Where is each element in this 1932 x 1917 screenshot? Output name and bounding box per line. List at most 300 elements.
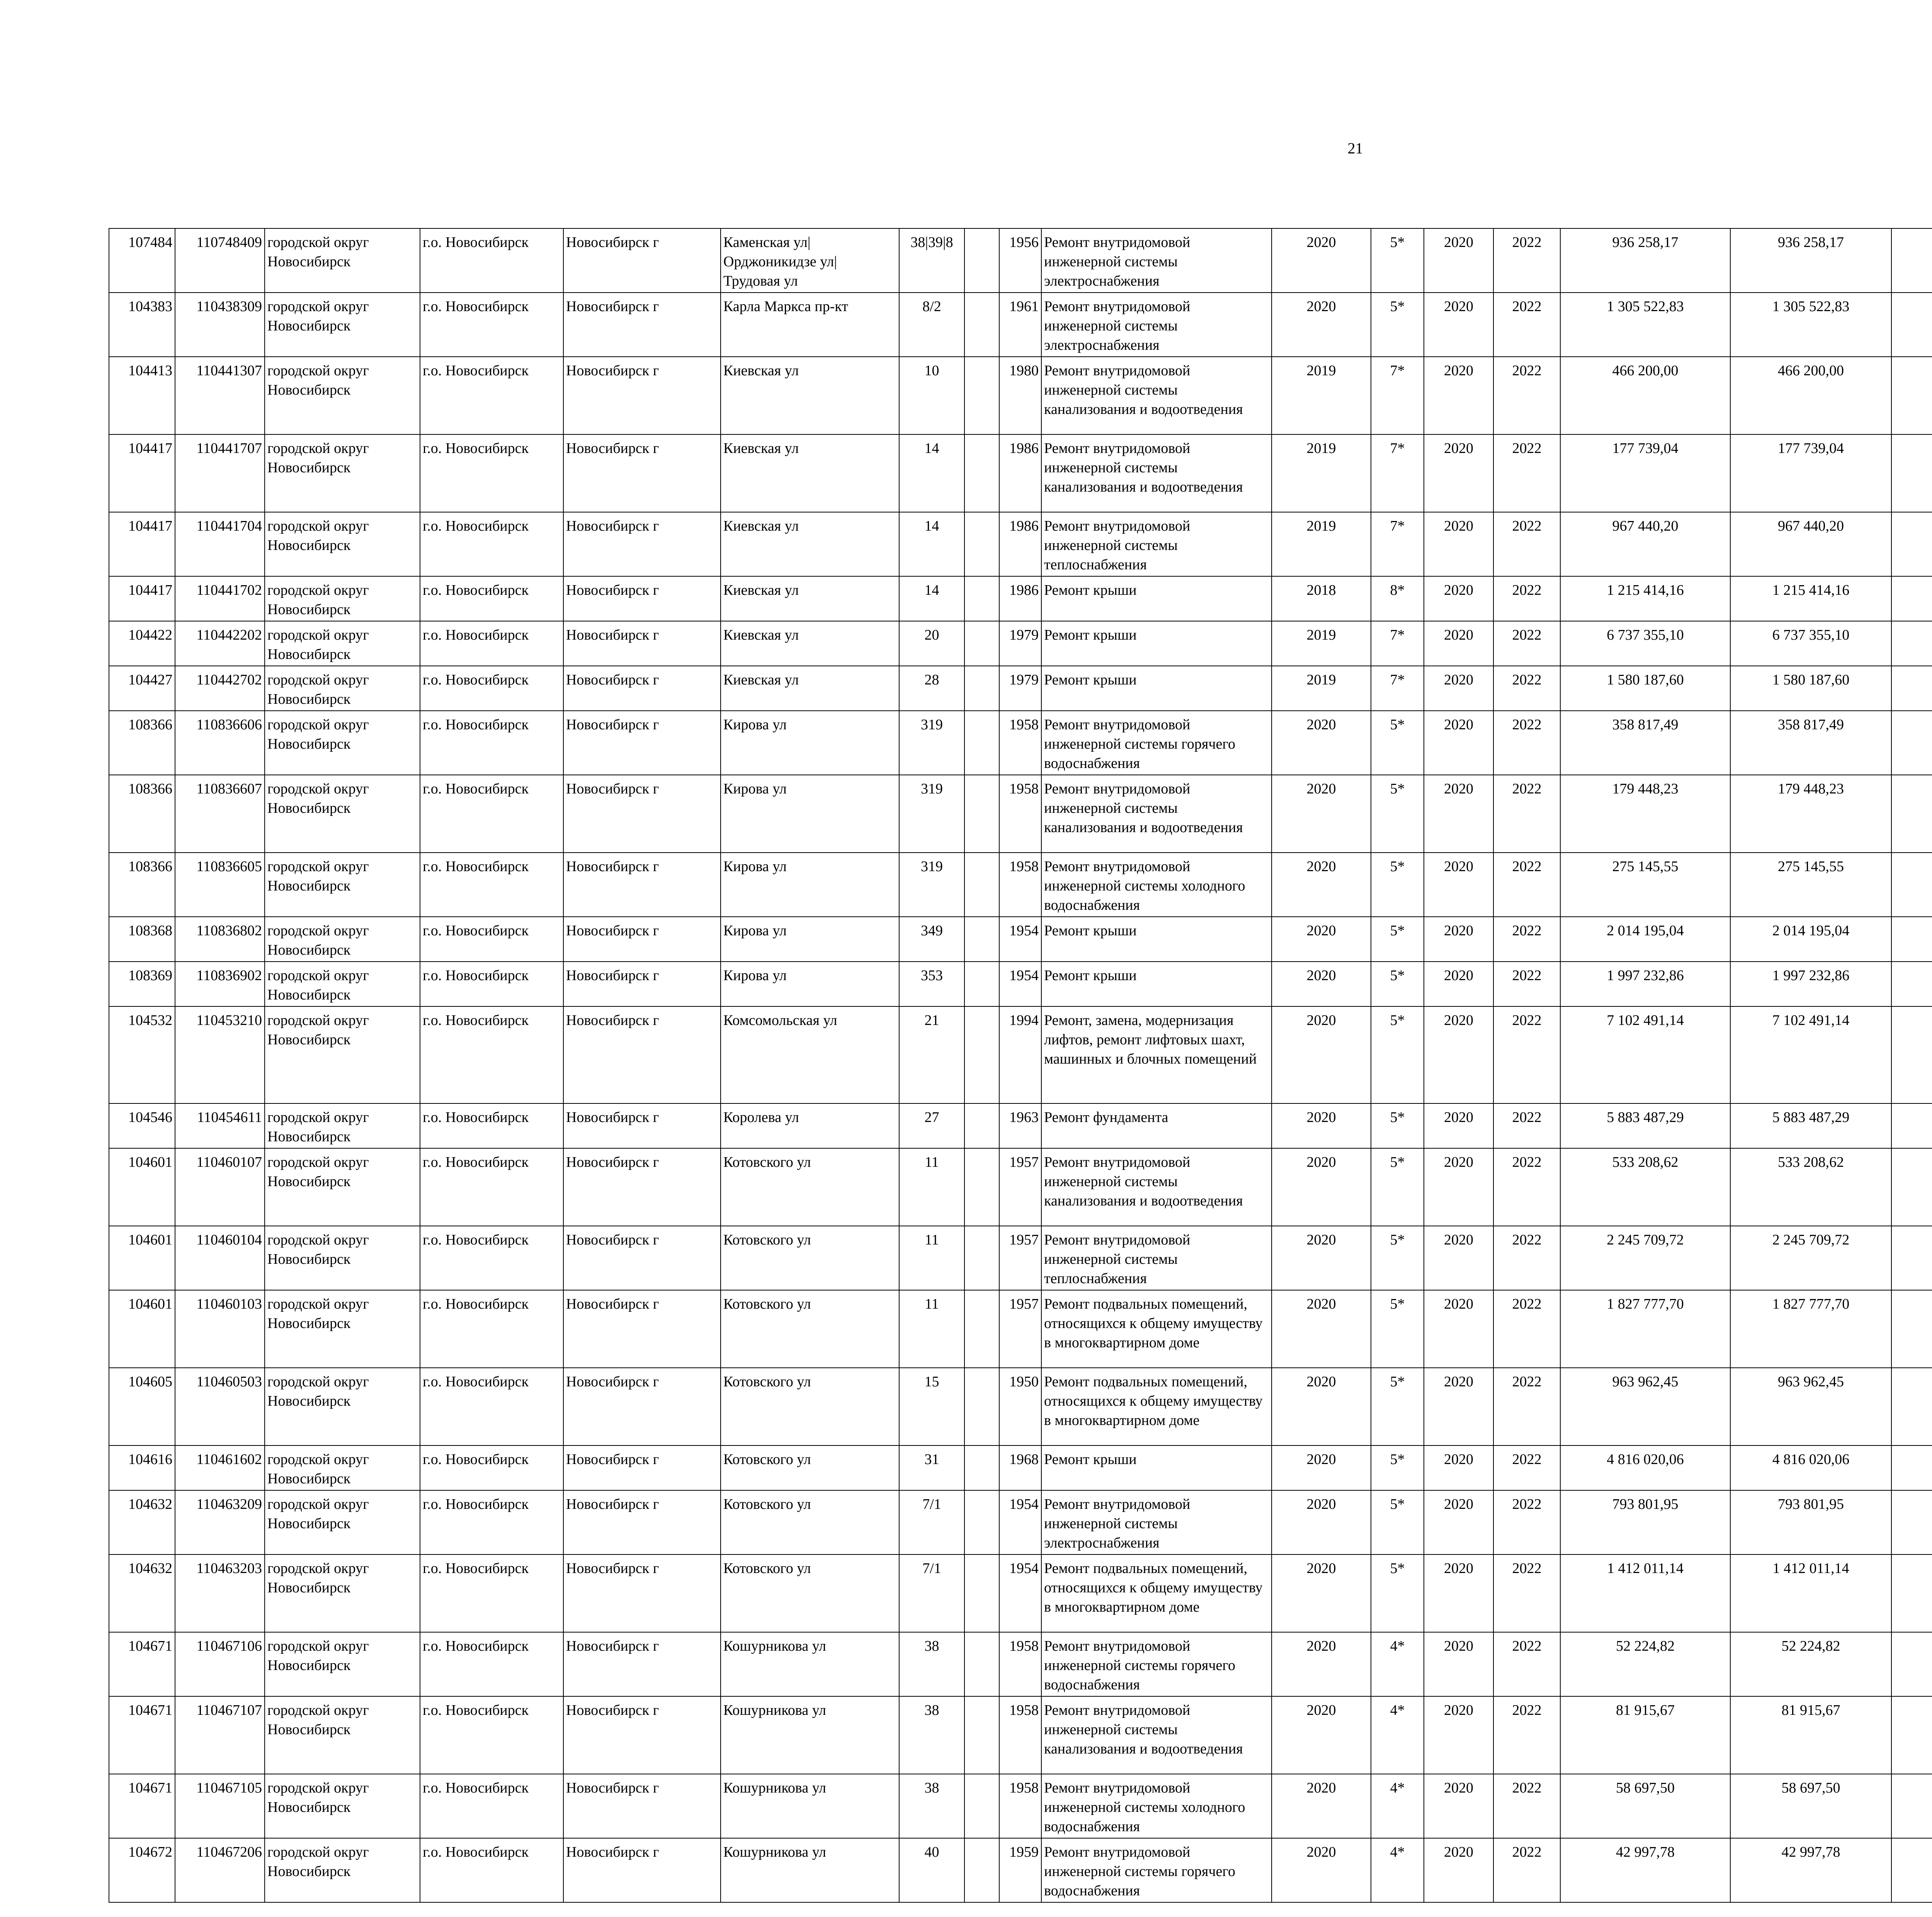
work-id-cell: 110453210 xyxy=(175,1006,265,1103)
year-cell: 2020 xyxy=(1272,962,1371,1006)
start-year-cell: 2020 xyxy=(1424,1838,1493,1902)
total-cost-cell: 1 827 777,70 xyxy=(1560,1290,1730,1368)
district-cell: г.о. Новосибирск xyxy=(420,434,563,512)
work-type-cell: Ремонт крыши xyxy=(1041,917,1272,962)
street-cell: Котовского ул xyxy=(721,1445,899,1490)
work-id-cell: 110460503 xyxy=(175,1368,265,1445)
start-year-cell: 2020 xyxy=(1424,1632,1493,1696)
building-cell xyxy=(964,1290,999,1368)
table-row xyxy=(109,228,1932,293)
municipality-cell: городской округ Новосибирск xyxy=(265,1445,420,1490)
end-year-cell: 2022 xyxy=(1493,621,1560,666)
year-cell: 2020 xyxy=(1272,917,1371,962)
start-year-cell: 2020 xyxy=(1424,917,1493,962)
district-cell: г.о. Новосибирск xyxy=(420,576,563,621)
house-number-cell: 319 xyxy=(899,853,964,917)
table-row xyxy=(109,1006,1932,1103)
work-type-cell: Ремонт крыши xyxy=(1041,621,1272,666)
municipality-cell: городской округ Новосибирск xyxy=(265,1148,420,1226)
settlement-cell: Новосибирск г xyxy=(563,1290,721,1368)
house-id-cell: 104427 xyxy=(109,666,175,711)
build-year-cell: 1950 xyxy=(999,1368,1041,1445)
street-cell: Каменская ул| Орджоникидзе ул| Трудовая ул xyxy=(721,228,899,293)
category-cell: 4* xyxy=(1371,1696,1424,1774)
municipality-cell: городской округ Новосибирск xyxy=(265,228,420,293)
category-cell: 5* xyxy=(1371,1148,1424,1226)
table-row xyxy=(109,711,1932,775)
house-id-cell: 108366 xyxy=(109,711,175,775)
start-year-cell: 2020 xyxy=(1424,962,1493,1006)
end-year-cell: 2022 xyxy=(1493,775,1560,853)
repair-register-table xyxy=(109,228,1932,1903)
total-cost-cell: 7 102 491,14 xyxy=(1560,1006,1730,1103)
house-number-cell: 10 xyxy=(899,357,964,434)
build-year-cell: 1961 xyxy=(999,293,1041,357)
year-cell: 2020 xyxy=(1272,1368,1371,1445)
work-id-cell: 110836902 xyxy=(175,962,265,1006)
house-id-cell: 104671 xyxy=(109,1774,175,1838)
total-cost-cell: 963 962,45 xyxy=(1560,1368,1730,1445)
street-cell: Кирова ул xyxy=(721,853,899,917)
work-id-cell: 110442702 xyxy=(175,666,265,711)
table-row xyxy=(109,1632,1932,1696)
total-cost-cell: 2 014 195,04 xyxy=(1560,917,1730,962)
start-year-cell: 2020 xyxy=(1424,853,1493,917)
end-year-cell: 2022 xyxy=(1493,293,1560,357)
category-cell: 5* xyxy=(1371,1103,1424,1148)
end-year-cell: 2022 xyxy=(1493,917,1560,962)
year-cell: 2020 xyxy=(1272,1696,1371,1774)
house-number-cell: 11 xyxy=(899,1290,964,1368)
street-cell: Котовского ул xyxy=(721,1226,899,1290)
district-cell: г.о. Новосибирск xyxy=(420,1368,563,1445)
total-cost-cell: 358 817,49 xyxy=(1560,711,1730,775)
district-cell: г.о. Новосибирск xyxy=(420,1103,563,1148)
house-id-cell: 104422 xyxy=(109,621,175,666)
municipality-cell: городской округ Новосибирск xyxy=(265,1490,420,1554)
table-row xyxy=(109,1148,1932,1226)
amount-cell xyxy=(1891,666,1932,711)
end-year-cell: 2022 xyxy=(1493,1445,1560,1490)
settlement-cell: Новосибирск г xyxy=(563,1148,721,1226)
build-year-cell: 1957 xyxy=(999,1226,1041,1290)
end-year-cell: 2022 xyxy=(1493,1226,1560,1290)
street-cell: Кошурникова ул xyxy=(721,1774,899,1838)
district-cell: г.о. Новосибирск xyxy=(420,711,563,775)
work-type-cell: Ремонт крыши xyxy=(1041,1445,1272,1490)
work-id-cell: 110441707 xyxy=(175,434,265,512)
municipality-cell: городской округ Новосибирск xyxy=(265,1838,420,1902)
table-row xyxy=(109,576,1932,621)
house-id-cell: 108369 xyxy=(109,962,175,1006)
amount-cell xyxy=(1891,1103,1932,1148)
house-number-cell: 7/1 xyxy=(899,1554,964,1632)
municipality-cell: городской округ Новосибирск xyxy=(265,666,420,711)
year-cell: 2019 xyxy=(1272,434,1371,512)
municipality-cell: городской округ Новосибирск xyxy=(265,434,420,512)
street-cell: Котовского ул xyxy=(721,1554,899,1632)
build-year-cell: 1963 xyxy=(999,1103,1041,1148)
district-cell: г.о. Новосибирск xyxy=(420,853,563,917)
total-cost-cell: 58 697,50 xyxy=(1560,1774,1730,1838)
total-cost-cell: 533 208,62 xyxy=(1560,1148,1730,1226)
work-id-cell: 110463209 xyxy=(175,1490,265,1554)
house-id-cell: 104601 xyxy=(109,1226,175,1290)
work-id-cell: 110454611 xyxy=(175,1103,265,1148)
table-row xyxy=(109,293,1932,357)
district-cell: г.о. Новосибирск xyxy=(420,917,563,962)
table-row xyxy=(109,512,1932,576)
work-id-cell: 110460107 xyxy=(175,1148,265,1226)
house-number-cell: 38|39|8 xyxy=(899,228,964,293)
municipality-cell: городской округ Новосибирск xyxy=(265,1006,420,1103)
amount-cell xyxy=(1891,1774,1932,1838)
house-id-cell: 108368 xyxy=(109,917,175,962)
street-cell: Кошурникова ул xyxy=(721,1632,899,1696)
building-cell xyxy=(964,1148,999,1226)
street-cell: Котовского ул xyxy=(721,1490,899,1554)
amount-cell xyxy=(1891,853,1932,917)
year-cell: 2020 xyxy=(1272,1148,1371,1226)
fund-cost-cell: 1 827 777,70 xyxy=(1730,1290,1891,1368)
municipality-cell: городской округ Новосибирск xyxy=(265,1696,420,1774)
district-cell: г.о. Новосибирск xyxy=(420,357,563,434)
total-cost-cell: 179 448,23 xyxy=(1560,775,1730,853)
settlement-cell: Новосибирск г xyxy=(563,917,721,962)
category-cell: 7* xyxy=(1371,512,1424,576)
building-cell xyxy=(964,711,999,775)
work-type-cell: Ремонт внутридомовой инженерной системы горячего водоснабжения xyxy=(1041,1838,1272,1902)
work-type-cell: Ремонт внутридомовой инженерной системы холодного водоснабжения xyxy=(1041,853,1272,917)
municipality-cell: городской округ Новосибирск xyxy=(265,1632,420,1696)
start-year-cell: 2020 xyxy=(1424,1490,1493,1554)
work-id-cell: 110441702 xyxy=(175,576,265,621)
build-year-cell: 1979 xyxy=(999,666,1041,711)
table-row xyxy=(109,357,1932,434)
municipality-cell: городской округ Новосибирск xyxy=(265,962,420,1006)
district-cell: г.о. Новосибирск xyxy=(420,621,563,666)
amount-cell xyxy=(1891,1554,1932,1632)
year-cell: 2020 xyxy=(1272,775,1371,853)
fund-cost-cell: 81 915,67 xyxy=(1730,1696,1891,1774)
house-number-cell: 31 xyxy=(899,1445,964,1490)
build-year-cell: 1980 xyxy=(999,357,1041,434)
building-cell xyxy=(964,1774,999,1838)
house-id-cell: 104632 xyxy=(109,1554,175,1632)
municipality-cell: городской округ Новосибирск xyxy=(265,576,420,621)
build-year-cell: 1954 xyxy=(999,917,1041,962)
street-cell: Королева ул xyxy=(721,1103,899,1148)
house-id-cell: 104605 xyxy=(109,1368,175,1445)
settlement-cell: Новосибирск г xyxy=(563,1368,721,1445)
street-cell: Кирова ул xyxy=(721,775,899,853)
total-cost-cell: 6 737 355,10 xyxy=(1560,621,1730,666)
work-id-cell: 110836607 xyxy=(175,775,265,853)
total-cost-cell: 177 739,04 xyxy=(1560,434,1730,512)
house-number-cell: 38 xyxy=(899,1696,964,1774)
build-year-cell: 1958 xyxy=(999,1774,1041,1838)
municipality-cell: городской округ Новосибирск xyxy=(265,621,420,666)
table-row xyxy=(109,1445,1932,1490)
year-cell: 2019 xyxy=(1272,357,1371,434)
work-id-cell: 110441704 xyxy=(175,512,265,576)
fund-cost-cell: 1 305 522,83 xyxy=(1730,293,1891,357)
amount-cell xyxy=(1891,1838,1932,1902)
building-cell xyxy=(964,228,999,293)
start-year-cell: 2020 xyxy=(1424,621,1493,666)
building-cell xyxy=(964,1696,999,1774)
house-number-cell: 11 xyxy=(899,1226,964,1290)
year-cell: 2020 xyxy=(1272,1445,1371,1490)
amount-cell xyxy=(1891,1006,1932,1103)
district-cell: г.о. Новосибирск xyxy=(420,1148,563,1226)
build-year-cell: 1957 xyxy=(999,1148,1041,1226)
settlement-cell: Новосибирск г xyxy=(563,1696,721,1774)
fund-cost-cell: 963 962,45 xyxy=(1730,1368,1891,1445)
fund-cost-cell: 7 102 491,14 xyxy=(1730,1006,1891,1103)
fund-cost-cell: 4 816 020,06 xyxy=(1730,1445,1891,1490)
building-cell xyxy=(964,1445,999,1490)
start-year-cell: 2020 xyxy=(1424,711,1493,775)
district-cell: г.о. Новосибирск xyxy=(420,293,563,357)
house-number-cell: 28 xyxy=(899,666,964,711)
district-cell: г.о. Новосибирск xyxy=(420,1490,563,1554)
work-type-cell: Ремонт подвальных помещений, относящихся к общему имуществу в многоквартирном доме xyxy=(1041,1368,1272,1445)
total-cost-cell: 2 245 709,72 xyxy=(1560,1226,1730,1290)
end-year-cell: 2022 xyxy=(1493,1148,1560,1226)
settlement-cell: Новосибирск г xyxy=(563,853,721,917)
work-type-cell: Ремонт фундамента xyxy=(1041,1103,1272,1148)
amount-cell xyxy=(1891,962,1932,1006)
year-cell: 2020 xyxy=(1272,1103,1371,1148)
start-year-cell: 2020 xyxy=(1424,512,1493,576)
build-year-cell: 1957 xyxy=(999,1290,1041,1368)
building-cell xyxy=(964,962,999,1006)
building-cell xyxy=(964,512,999,576)
house-id-cell: 104632 xyxy=(109,1490,175,1554)
street-cell: Киевская ул xyxy=(721,666,899,711)
work-type-cell: Ремонт подвальных помещений, относящихся к общему имуществу в многоквартирном доме xyxy=(1041,1554,1272,1632)
district-cell: г.о. Новосибирск xyxy=(420,1632,563,1696)
total-cost-cell: 81 915,67 xyxy=(1560,1696,1730,1774)
end-year-cell: 2022 xyxy=(1493,666,1560,711)
street-cell: Комсомольская ул xyxy=(721,1006,899,1103)
start-year-cell: 2020 xyxy=(1424,775,1493,853)
build-year-cell: 1954 xyxy=(999,1554,1041,1632)
municipality-cell: городской округ Новосибирск xyxy=(265,1290,420,1368)
municipality-cell: городской округ Новосибирск xyxy=(265,1774,420,1838)
district-cell: г.о. Новосибирск xyxy=(420,1554,563,1632)
fund-cost-cell: 466 200,00 xyxy=(1730,357,1891,434)
start-year-cell: 2020 xyxy=(1424,1368,1493,1445)
start-year-cell: 2020 xyxy=(1424,357,1493,434)
category-cell: 7* xyxy=(1371,666,1424,711)
category-cell: 5* xyxy=(1371,775,1424,853)
house-number-cell: 21 xyxy=(899,1006,964,1103)
build-year-cell: 1954 xyxy=(999,962,1041,1006)
build-year-cell: 1958 xyxy=(999,1632,1041,1696)
build-year-cell: 1958 xyxy=(999,775,1041,853)
district-cell: г.о. Новосибирск xyxy=(420,512,563,576)
build-year-cell: 1994 xyxy=(999,1006,1041,1103)
total-cost-cell: 793 801,95 xyxy=(1560,1490,1730,1554)
table-row xyxy=(109,1838,1932,1902)
house-id-cell: 104671 xyxy=(109,1696,175,1774)
year-cell: 2019 xyxy=(1272,512,1371,576)
building-cell xyxy=(964,357,999,434)
fund-cost-cell: 177 739,04 xyxy=(1730,434,1891,512)
house-number-cell: 8/2 xyxy=(899,293,964,357)
settlement-cell: Новосибирск г xyxy=(563,1006,721,1103)
total-cost-cell: 1 997 232,86 xyxy=(1560,962,1730,1006)
house-number-cell: 11 xyxy=(899,1148,964,1226)
start-year-cell: 2020 xyxy=(1424,228,1493,293)
start-year-cell: 2020 xyxy=(1424,434,1493,512)
work-type-cell: Ремонт внутридомовой инженерной системы канализования и водоотведения xyxy=(1041,434,1272,512)
build-year-cell: 1958 xyxy=(999,711,1041,775)
house-number-cell: 14 xyxy=(899,512,964,576)
end-year-cell: 2022 xyxy=(1493,1290,1560,1368)
municipality-cell: городской округ Новосибирск xyxy=(265,853,420,917)
municipality-cell: городской округ Новосибирск xyxy=(265,357,420,434)
work-id-cell: 110836605 xyxy=(175,853,265,917)
municipality-cell: городской округ Новосибирск xyxy=(265,711,420,775)
district-cell: г.о. Новосибирск xyxy=(420,1696,563,1774)
street-cell: Киевская ул xyxy=(721,621,899,666)
district-cell: г.о. Новосибирск xyxy=(420,962,563,1006)
house-id-cell: 104383 xyxy=(109,293,175,357)
house-number-cell: 14 xyxy=(899,434,964,512)
table-row xyxy=(109,621,1932,666)
district-cell: г.о. Новосибирск xyxy=(420,1774,563,1838)
fund-cost-cell: 52 224,82 xyxy=(1730,1632,1891,1696)
table-row xyxy=(109,434,1932,512)
house-number-cell: 319 xyxy=(899,711,964,775)
table-row xyxy=(109,917,1932,962)
table-row xyxy=(109,1368,1932,1445)
work-type-cell: Ремонт крыши xyxy=(1041,962,1272,1006)
table-row xyxy=(109,666,1932,711)
work-id-cell: 110467105 xyxy=(175,1774,265,1838)
build-year-cell: 1968 xyxy=(999,1445,1041,1490)
house-number-cell: 38 xyxy=(899,1632,964,1696)
category-cell: 5* xyxy=(1371,1554,1424,1632)
year-cell: 2019 xyxy=(1272,666,1371,711)
end-year-cell: 2022 xyxy=(1493,512,1560,576)
house-id-cell: 104532 xyxy=(109,1006,175,1103)
category-cell: 5* xyxy=(1371,228,1424,293)
table-row xyxy=(109,1774,1932,1838)
end-year-cell: 2022 xyxy=(1493,1554,1560,1632)
end-year-cell: 2022 xyxy=(1493,853,1560,917)
category-cell: 7* xyxy=(1371,434,1424,512)
settlement-cell: Новосибирск г xyxy=(563,576,721,621)
fund-cost-cell: 533 208,62 xyxy=(1730,1148,1891,1226)
settlement-cell: Новосибирск г xyxy=(563,711,721,775)
amount-cell xyxy=(1891,1148,1932,1226)
work-id-cell: 110467106 xyxy=(175,1632,265,1696)
work-id-cell: 110461602 xyxy=(175,1445,265,1490)
settlement-cell: Новосибирск г xyxy=(563,1774,721,1838)
year-cell: 2020 xyxy=(1272,293,1371,357)
table-row xyxy=(109,1290,1932,1368)
end-year-cell: 2022 xyxy=(1493,1368,1560,1445)
category-cell: 7* xyxy=(1371,357,1424,434)
amount-cell xyxy=(1891,1632,1932,1696)
table-row xyxy=(109,1226,1932,1290)
amount-cell xyxy=(1891,293,1932,357)
total-cost-cell: 5 883 487,29 xyxy=(1560,1103,1730,1148)
start-year-cell: 2020 xyxy=(1424,1696,1493,1774)
category-cell: 5* xyxy=(1371,711,1424,775)
work-type-cell: Ремонт внутридомовой инженерной системы канализования и водоотведения xyxy=(1041,1696,1272,1774)
category-cell: 4* xyxy=(1371,1774,1424,1838)
district-cell: г.о. Новосибирск xyxy=(420,1226,563,1290)
house-id-cell: 104601 xyxy=(109,1148,175,1226)
year-cell: 2019 xyxy=(1272,621,1371,666)
fund-cost-cell: 2 245 709,72 xyxy=(1730,1226,1891,1290)
work-id-cell: 110441307 xyxy=(175,357,265,434)
work-id-cell: 110467107 xyxy=(175,1696,265,1774)
work-type-cell: Ремонт внутридомовой инженерной системы электроснабжения xyxy=(1041,228,1272,293)
building-cell xyxy=(964,1006,999,1103)
street-cell: Карла Маркса пр-кт xyxy=(721,293,899,357)
settlement-cell: Новосибирск г xyxy=(563,434,721,512)
municipality-cell: городской округ Новосибирск xyxy=(265,1368,420,1445)
district-cell: г.о. Новосибирск xyxy=(420,1445,563,1490)
municipality-cell: городской округ Новосибирск xyxy=(265,917,420,962)
year-cell: 2020 xyxy=(1272,1490,1371,1554)
start-year-cell: 2020 xyxy=(1424,1290,1493,1368)
fund-cost-cell: 275 145,55 xyxy=(1730,853,1891,917)
build-year-cell: 1979 xyxy=(999,621,1041,666)
amount-cell xyxy=(1891,1445,1932,1490)
end-year-cell: 2022 xyxy=(1493,1103,1560,1148)
build-year-cell: 1956 xyxy=(999,228,1041,293)
table-row xyxy=(109,775,1932,853)
district-cell: г.о. Новосибирск xyxy=(420,1006,563,1103)
house-number-cell: 349 xyxy=(899,917,964,962)
house-id-cell: 104671 xyxy=(109,1632,175,1696)
year-cell: 2018 xyxy=(1272,576,1371,621)
table-row xyxy=(109,1554,1932,1632)
fund-cost-cell: 967 440,20 xyxy=(1730,512,1891,576)
work-id-cell: 110463203 xyxy=(175,1554,265,1632)
start-year-cell: 2020 xyxy=(1424,1226,1493,1290)
fund-cost-cell: 1 412 011,14 xyxy=(1730,1554,1891,1632)
total-cost-cell: 275 145,55 xyxy=(1560,853,1730,917)
year-cell: 2020 xyxy=(1272,1290,1371,1368)
start-year-cell: 2020 xyxy=(1424,1774,1493,1838)
settlement-cell: Новосибирск г xyxy=(563,1838,721,1902)
house-id-cell: 104672 xyxy=(109,1838,175,1902)
house-id-cell: 107484 xyxy=(109,228,175,293)
category-cell: 5* xyxy=(1371,1368,1424,1445)
street-cell: Кирова ул xyxy=(721,711,899,775)
build-year-cell: 1958 xyxy=(999,853,1041,917)
house-id-cell: 104417 xyxy=(109,434,175,512)
start-year-cell: 2020 xyxy=(1424,1148,1493,1226)
category-cell: 5* xyxy=(1371,1006,1424,1103)
amount-cell xyxy=(1891,711,1932,775)
end-year-cell: 2022 xyxy=(1493,1006,1560,1103)
year-cell: 2020 xyxy=(1272,1006,1371,1103)
work-id-cell: 110467206 xyxy=(175,1838,265,1902)
category-cell: 5* xyxy=(1371,1226,1424,1290)
amount-cell xyxy=(1891,621,1932,666)
work-id-cell: 110442202 xyxy=(175,621,265,666)
work-id-cell: 110438309 xyxy=(175,293,265,357)
